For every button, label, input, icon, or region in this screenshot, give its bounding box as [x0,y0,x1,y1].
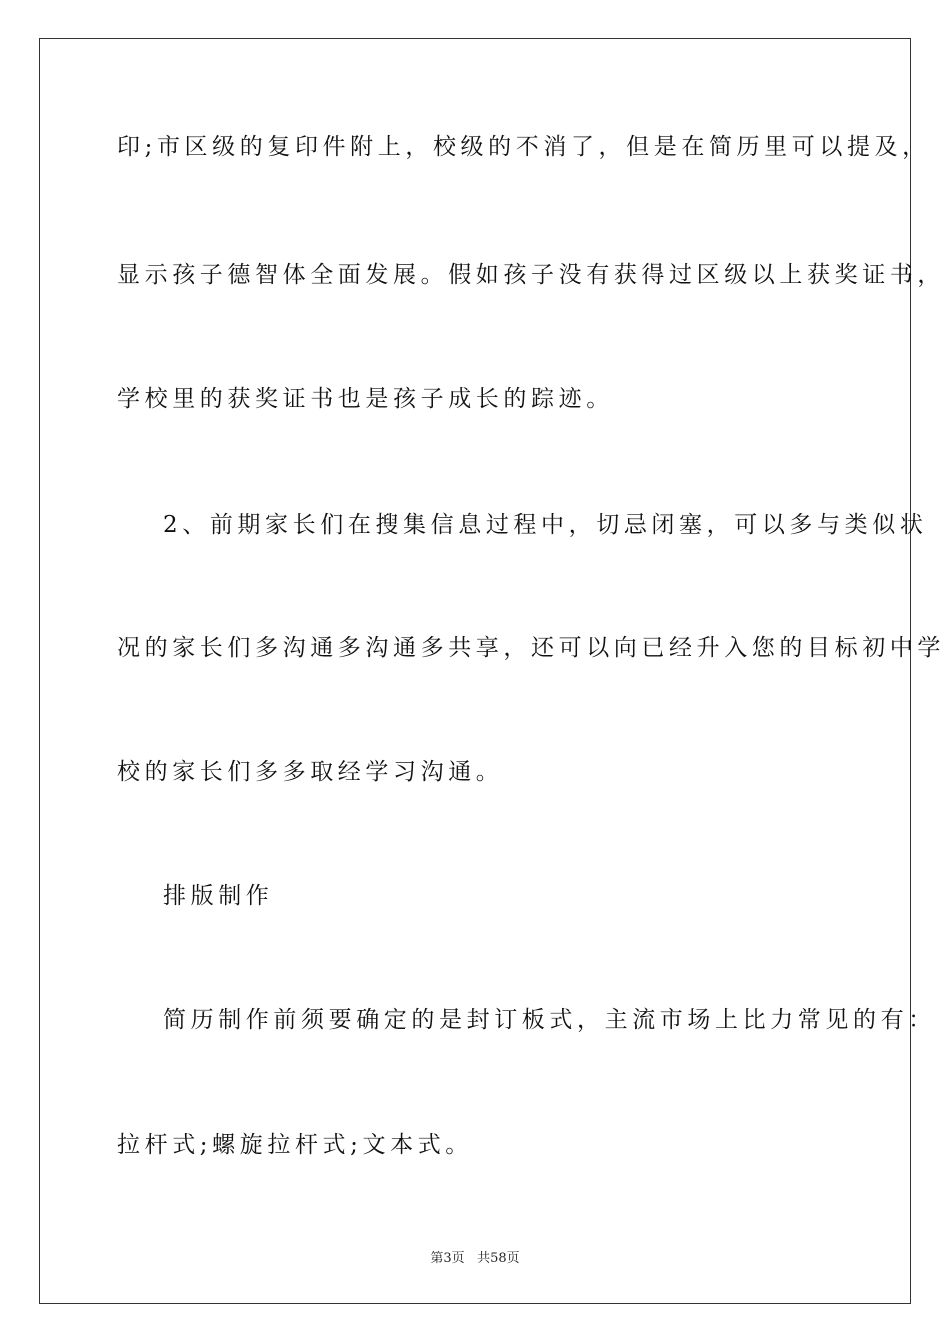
page-number: 第3页 [430,1251,465,1266]
text-line-9: 拉杆式;螺旋拉杆式;文本式。 [117,1132,473,1158]
text-line-1: 印;市区级的复印件附上，校级的不消了，但是在简历里可以提及， [117,134,930,160]
text-line-4: 2、前期家长们在搜集信息过程中，切忌闭塞，可以多与类似状 [163,512,928,538]
text-line-3: 学校里的获奖证书也是孩子成长的踪迹。 [117,386,614,412]
text-line-5: 况的家长们多沟通多沟通多共享，还可以向已经升入您的目标初中学 [117,635,945,661]
page-border [39,38,945,1304]
page-total: 共58页 [477,1251,520,1266]
text-line-6: 校的家长们多多取经学习沟通。 [117,759,504,785]
page-footer [0,1247,950,1266]
text-line-8: 简历制作前须要确定的是封订板式，主流市场上比力常见的有： [163,1007,936,1033]
text-line-2: 显示孩子德智体全面发展。假如孩子没有获得过区级以上获奖证书， [117,262,945,288]
section-heading: 排版制作 [163,883,274,909]
